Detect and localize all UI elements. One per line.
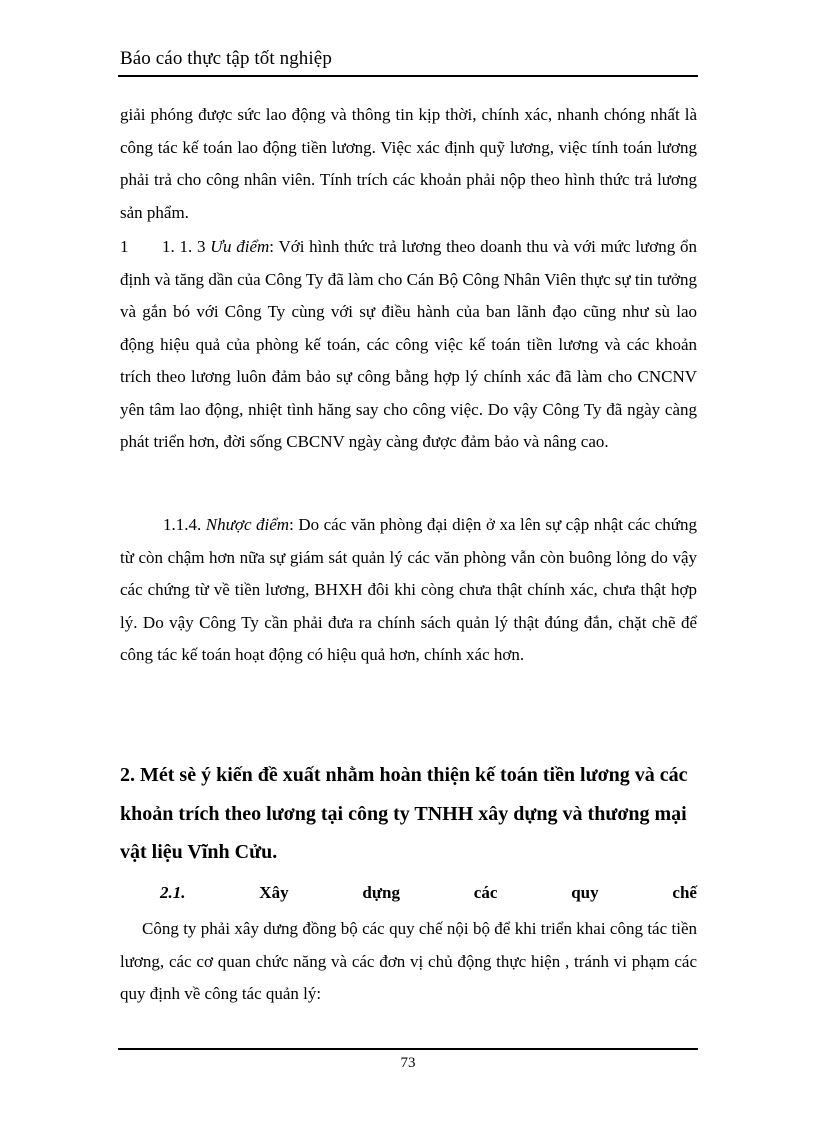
paragraph-advantages xyxy=(120,231,697,459)
regulations-text: Công ty phải xây dưng đồng bộ các quy chế nội bộ để khi triển khai công tác tiền lương, các cơ quan chức năng và các đơn vị chủ động thực hiện , tránh vi phạm các quy định về công tác quản lý: xyxy=(120,919,697,1003)
disadvantages-term: Nhược điểm xyxy=(205,515,290,534)
subsection-word: Xây xyxy=(259,883,289,902)
advantages-heading-number: 1. 1. 3 xyxy=(162,237,206,256)
paragraph-intro: giải phóng được sức lao động và thông tin kịp thời, chính xác, nhanh chóng nhất là công tác kế toán lao động tiền lương. Việc xác định quỹ lương, việc tính toán lương phải trả cho công nhân viên. Tính trích các khoản phải nộp theo hình thức trả lương sản phẩm. xyxy=(120,105,697,222)
disadvantages-heading-number: 1.1.4. xyxy=(163,515,202,534)
subsection-word: quy xyxy=(571,883,599,902)
running-header: Báo cáo thực tập tốt nghiệp xyxy=(120,48,332,69)
subsection-word: các xyxy=(473,883,498,902)
subsection-word: dựng xyxy=(362,883,400,902)
advantages-text: : Với hình thức trả lương theo doanh thu và với mức lương ổn định và tăng dần của Công Ty đã làm cho Cán Bộ Công Nhân Viên thực sự tin tưởng và gắn bó với Công Ty cùng với sự điều hành của ban lãnh đạo cũng như sù lao động hiệu quả của phòng kế toán, các công việc kế toán tiền lương và các khoản trích theo lương luôn đảm bảo sự công bằng hợp lý chính xác đã làm cho CNCNV yên tâm lao động, nhiệt tình hăng say cho công việc. Do vậy Công Ty đã ngày càng phát triển hơn, đời sống CBCNV ngày càng được đảm bảo và nâng cao. xyxy=(120,237,697,451)
subsection-2-1-heading xyxy=(160,883,697,903)
page-number: 73 xyxy=(400,1055,416,1071)
subsection-word: chế xyxy=(672,883,697,902)
footer-divider xyxy=(118,1048,698,1050)
advantages-term: Ưu điểm xyxy=(210,237,270,256)
disadvantages-text: : Do các văn phòng đại diện ở xa lên sự cập nhật các chứng từ còn chậm hơn nữa sự giám sát quản lý các văn phòng vẫn còn buông lỏng do vậy các chứng từ về tiền lương, BHXH đôi khi còng chưa thật chính xác, chưa thật hợp lý. Do vậy Công Ty cần phải đưa ra chính sách quản lý thật đúng đắn, chặt chẽ để công tác kế toán hoạt động có hiệu quả hơn, chính xác hơn. xyxy=(120,515,697,664)
subsection-number: 2.1. xyxy=(160,883,186,902)
list-number: 1 xyxy=(120,237,129,256)
paragraph-regulations xyxy=(120,913,697,1011)
section-2-heading: 2. Mét sè ý kiến đề xuất nhằm hoàn thiện kế toán tiền lương và các khoản trích theo lương tại công ty TNHH xây dựng và thương mại vật liệu Vĩnh Cửu. xyxy=(120,764,688,863)
header-divider xyxy=(118,75,698,77)
paragraph-disadvantages xyxy=(120,509,697,672)
